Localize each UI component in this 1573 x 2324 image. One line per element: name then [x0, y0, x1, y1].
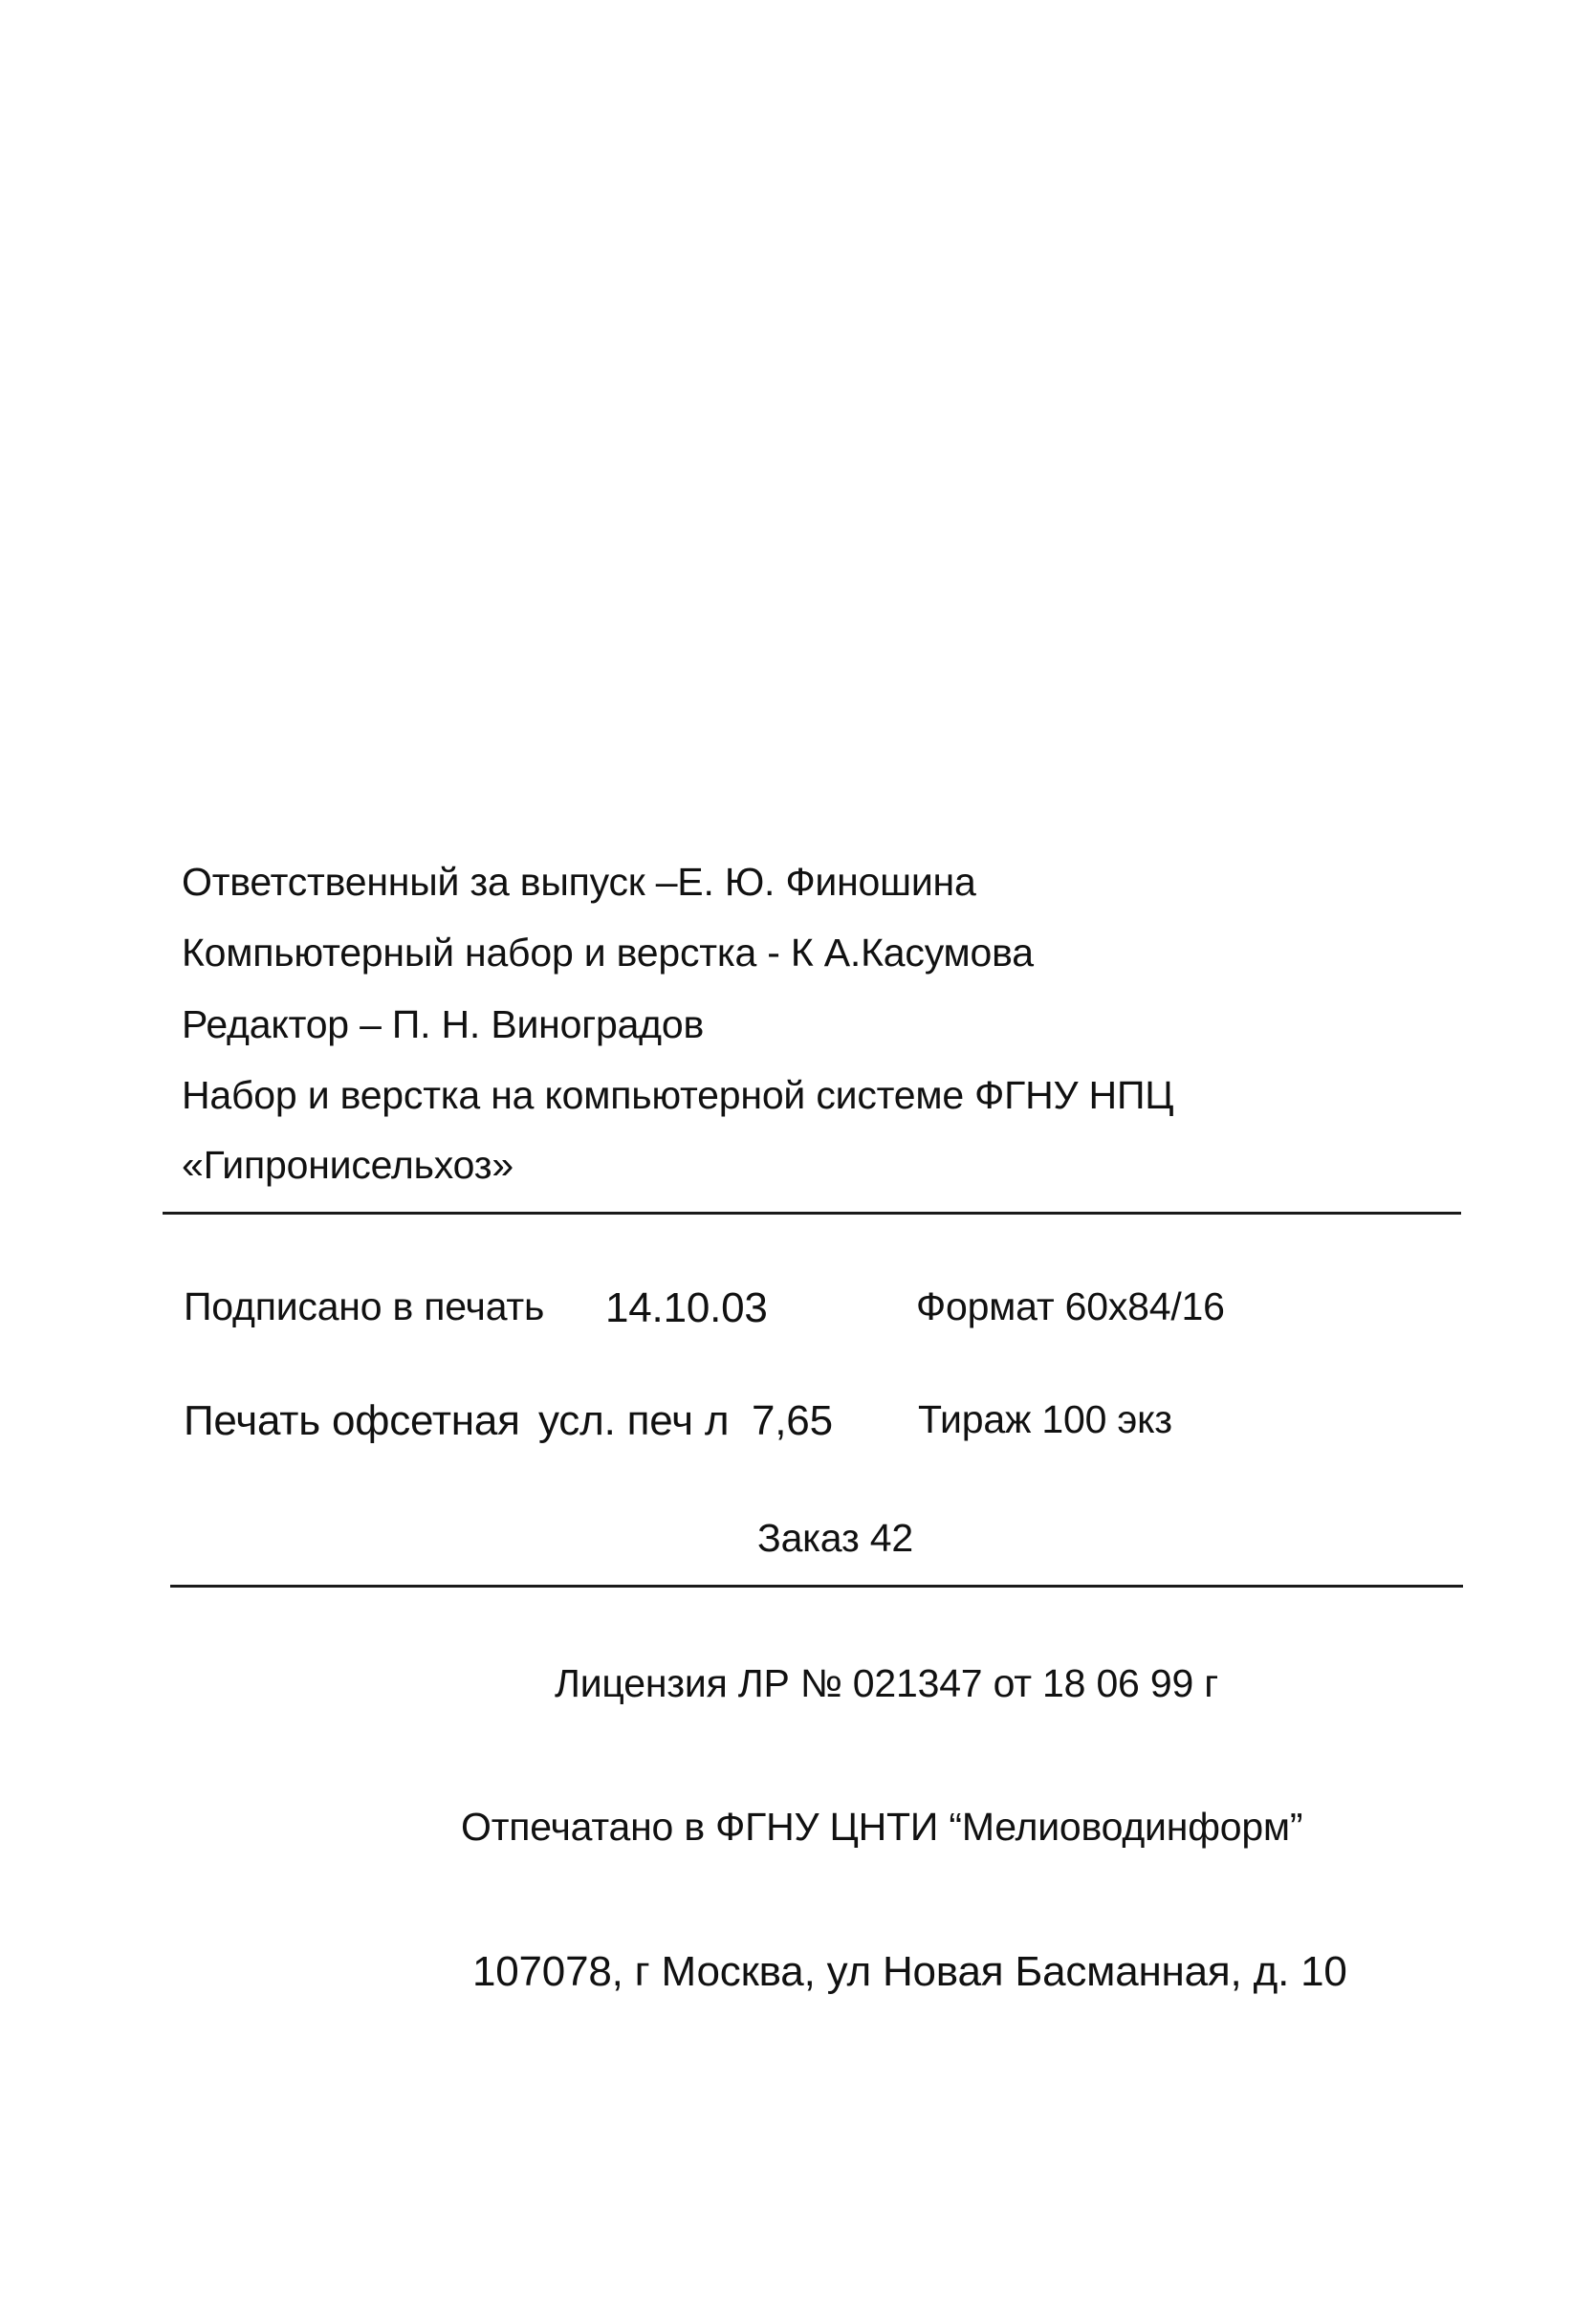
top-divider [163, 1212, 1461, 1215]
system-name-line: «Гипронисельхоз» [182, 1143, 513, 1187]
editor-line: Редактор – П. Н. Виноградов [182, 1002, 705, 1046]
signed-label: Подписано в печать [184, 1284, 545, 1328]
print-type: Печать офсетная [184, 1397, 520, 1444]
sheets-label: усл. печ л [538, 1397, 730, 1444]
printed-at-line: Отпечатано в ФГНУ ЦНТИ “Мелиоводинформ” [461, 1805, 1303, 1849]
bottom-divider [170, 1585, 1463, 1588]
license-line: Лицензия ЛР № 021347 от 18 06 99 г [555, 1661, 1219, 1705]
sheets-value: 7,65 [752, 1397, 833, 1444]
responsible-line: Ответственный за выпуск –Е. Ю. Финошина [182, 860, 976, 904]
order-number: Заказ 42 [757, 1516, 913, 1560]
format-value: Формат 60x84/16 [916, 1284, 1225, 1328]
signed-date: 14.10.03 [605, 1284, 768, 1331]
address-line: 107078, г Москва, ул Новая Басманная, д. 10 [472, 1948, 1347, 1995]
system-line: Набор и верстка на компьютерной системе ФГНУ НПЦ [182, 1073, 1174, 1117]
typesetting-line: Компьютерный набор и верстка - К А.Касумова [182, 931, 1034, 975]
print-run: Тираж 100 экз [918, 1397, 1172, 1441]
